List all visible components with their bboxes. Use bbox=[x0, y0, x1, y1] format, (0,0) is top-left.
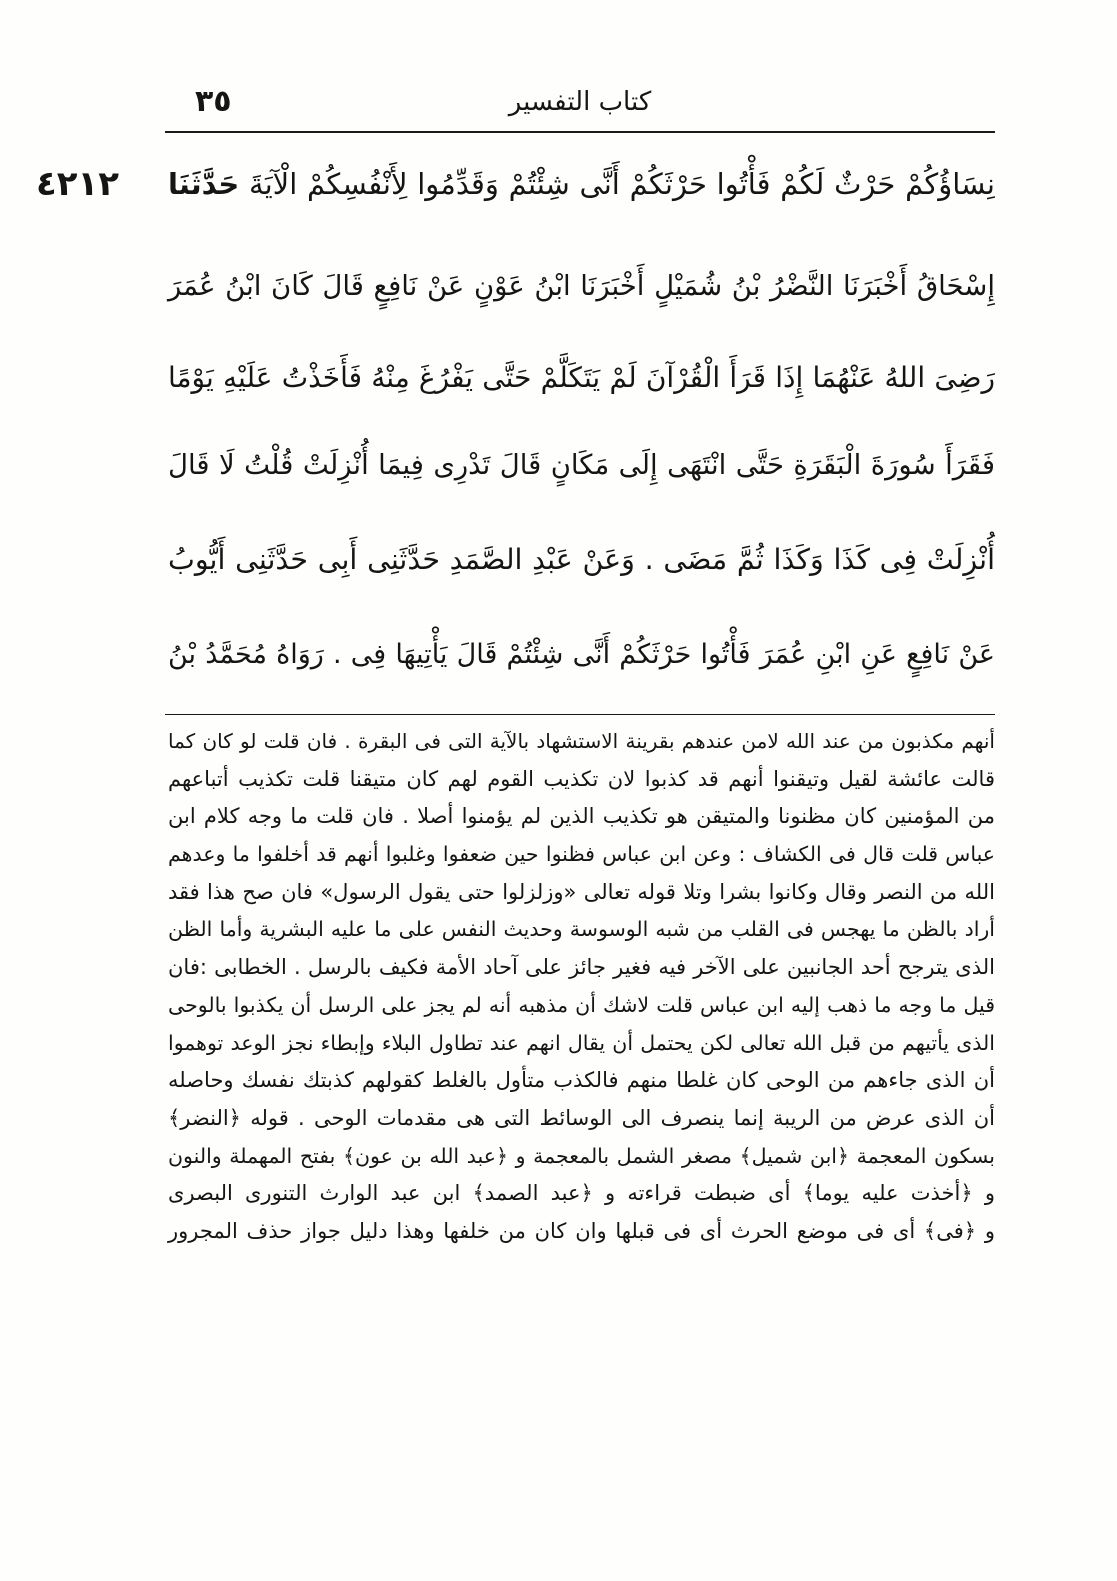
commentary-line-3-text: من المؤمنين كان مظنونا والمتيقن هو تكذيب الذين لم يؤمنوا أصلا . فان قلت ما وجه كلام ابن bbox=[168, 804, 995, 829]
commentary-line-6 bbox=[165, 911, 995, 949]
commentary-line-5-text: الله من النصر وقال وكانوا بشرا وتلا قوله تعالى «وزلزلوا حتى يقول الرسول» فان صح هذا فقد bbox=[168, 879, 995, 904]
commentary-line-7 bbox=[165, 949, 995, 987]
commentary-line-1 bbox=[165, 723, 995, 761]
commentary-line-10 bbox=[165, 1062, 995, 1100]
commentary-line-9-text: الذى يأتيهم من قبل الله تعالى لكن يحتمل أن يقال انهم عند تطاول البلاء وإبطاء نجز الوعد توهموا bbox=[168, 1030, 995, 1055]
commentary-line-6-text: أراد بالظن ما يهجس فى القلب من شبه الوسوسة وحديث النفس على ما عليه البشرية وأما الظن bbox=[168, 917, 995, 942]
main-line-5-text: أُنْزِلَتْ فِى كَذَا وَكَذَا ثُمَّ مَضَى . وَعَنْ عَبْدِ الصَّمَدِ حَدَّثَنِى أَبِى حَدَّثَنِى أَيُّوبُ bbox=[168, 543, 995, 576]
commentary-line-3 bbox=[165, 798, 995, 836]
commentary-line-7-text: الذى يترجح أحد الجانبين على الآخر فيه فغير جائز على آحاد الأمة فكيف بالرسل . الخطابى :فان bbox=[168, 955, 995, 980]
footnote-divider bbox=[165, 714, 995, 715]
commentary-line-5 bbox=[165, 874, 995, 912]
commentary-line-9 bbox=[165, 1025, 995, 1063]
commentary-line-2 bbox=[165, 761, 995, 799]
main-line-3 bbox=[165, 342, 995, 414]
hadith-opening-keyword: حَدَّثَنَا bbox=[168, 167, 240, 201]
chapter-title: كتاب التفسير bbox=[508, 87, 652, 117]
commentary-line-12 bbox=[165, 1138, 995, 1176]
main-line-3-text: رَضِىَ اللهُ عَنْهُمَا إِذَا قَرَأَ الْقُرْآنَ لَمْ يَتَكَلَّمْ حَتَّى يَفْرُغَ مِنْهُ فَأَخَذْتُ عَلَيْهِ يَوْمًا bbox=[168, 361, 995, 394]
hadith-number: ٤٢١٢ bbox=[36, 164, 120, 204]
main-line-1-text: نِسَاؤُكُمْ حَرْثٌ لَكُمْ فَأْتُوا حَرْثَكُمْ أَنَّى شِئْتُمْ وَقَدِّمُوا لِأَنْفُسِكُمْ الْآيَةَ bbox=[249, 167, 995, 201]
commentary-line-13 bbox=[165, 1175, 995, 1213]
commentary-line-2-text: قالت عائشة لقيل وتيقنوا أنهم قد كذبوا لان تكذيب القوم لهم كان متيقنا قلت تكذيب أتباعهم bbox=[168, 766, 995, 791]
commentary-line-11 bbox=[165, 1100, 995, 1138]
commentary-line-8-text: قيل ما وجه ما ذهب إليه ابن عباس قلت لاشك أن مذهبه أنه لم يجز على الرسل أن يكذبوا بالوحى bbox=[168, 992, 995, 1017]
main-line-1 bbox=[165, 148, 995, 220]
commentary-line-4-text: عباس قلت قال فى الكشاف : وعن ابن عباس فظنوا حين ضعفوا وغلبوا أنهم قد أخلفوا ما وعدهم bbox=[168, 842, 995, 867]
page-number: ٣٥ bbox=[195, 84, 232, 119]
commentary-line-4 bbox=[165, 836, 995, 874]
main-line-6 bbox=[165, 619, 995, 691]
main-line-5 bbox=[165, 524, 995, 596]
commentary-line-12-text: بسكون المعجمة ﴿ابن شميل﴾ مصغر الشمل بالمعجمة و ﴿عبد الله بن عون﴾ بفتح المهملة والنون bbox=[168, 1143, 995, 1168]
commentary-line-8 bbox=[165, 987, 995, 1025]
main-line-4-text: فَقَرَأَ سُورَةَ الْبَقَرَةِ حَتَّى انْتَهَى إِلَى مَكَانٍ قَالَ تَدْرِى فِيمَا أُنْزِلَتْ قُلْتُ لَا قَالَ bbox=[168, 449, 995, 481]
main-line-2 bbox=[165, 250, 995, 322]
main-line-6-text: عَنْ نَافِعٍ عَنِ ابْنِ عُمَرَ فَأْتُوا حَرْثَكُمْ أَنَّى شِئْتُمْ قَالَ يَأْتِيهَا فِى . رَوَاهُ مُحَمَّدُ بْنُ bbox=[168, 639, 995, 670]
commentary-line-1-text: أنهم مكذبون من عند الله لامن عندهم بقرينة الاستشهاد بالآية التى فى البقرة . فان قلت لو كان كما bbox=[168, 729, 995, 753]
commentary-line-11-text: أن الذى عرض من الريبة إنما ينصرف الى الوسائط التى هى مقدمات الوحى . قوله ﴿النضر﴾ bbox=[168, 1105, 995, 1130]
commentary-line-14 bbox=[165, 1213, 995, 1251]
header-divider bbox=[165, 131, 995, 133]
commentary-line-10-text: أن الذى جاءهم من الوحى كان غلطا منهم فالكذب متأول بالغلط كقولهم كذبتك نفسك وحاصله bbox=[168, 1068, 995, 1093]
commentary-line-13-text: و ﴿أخذت عليه يوما﴾ أى ضبطت قراءته و ﴿عبد الصمد﴾ ابن عبد الوارث التنورى البصرى bbox=[168, 1181, 995, 1206]
commentary-block bbox=[165, 723, 995, 1251]
commentary-line-14-text: و ﴿فى﴾ أى فى موضع الحرث أى فى قبلها وان كان من خلفها وهذا دليل جواز حذف المجرور bbox=[168, 1218, 995, 1243]
main-line-4 bbox=[165, 429, 995, 501]
main-line-2-text: إِسْحَاقُ أَخْبَرَنَا النَّضْرُ بْنُ شُمَيْلٍ أَخْبَرَنَا ابْنُ عَوْنٍ عَنْ نَافِعٍ قَالَ كَانَ ابْنُ عُمَرَ bbox=[168, 270, 995, 302]
